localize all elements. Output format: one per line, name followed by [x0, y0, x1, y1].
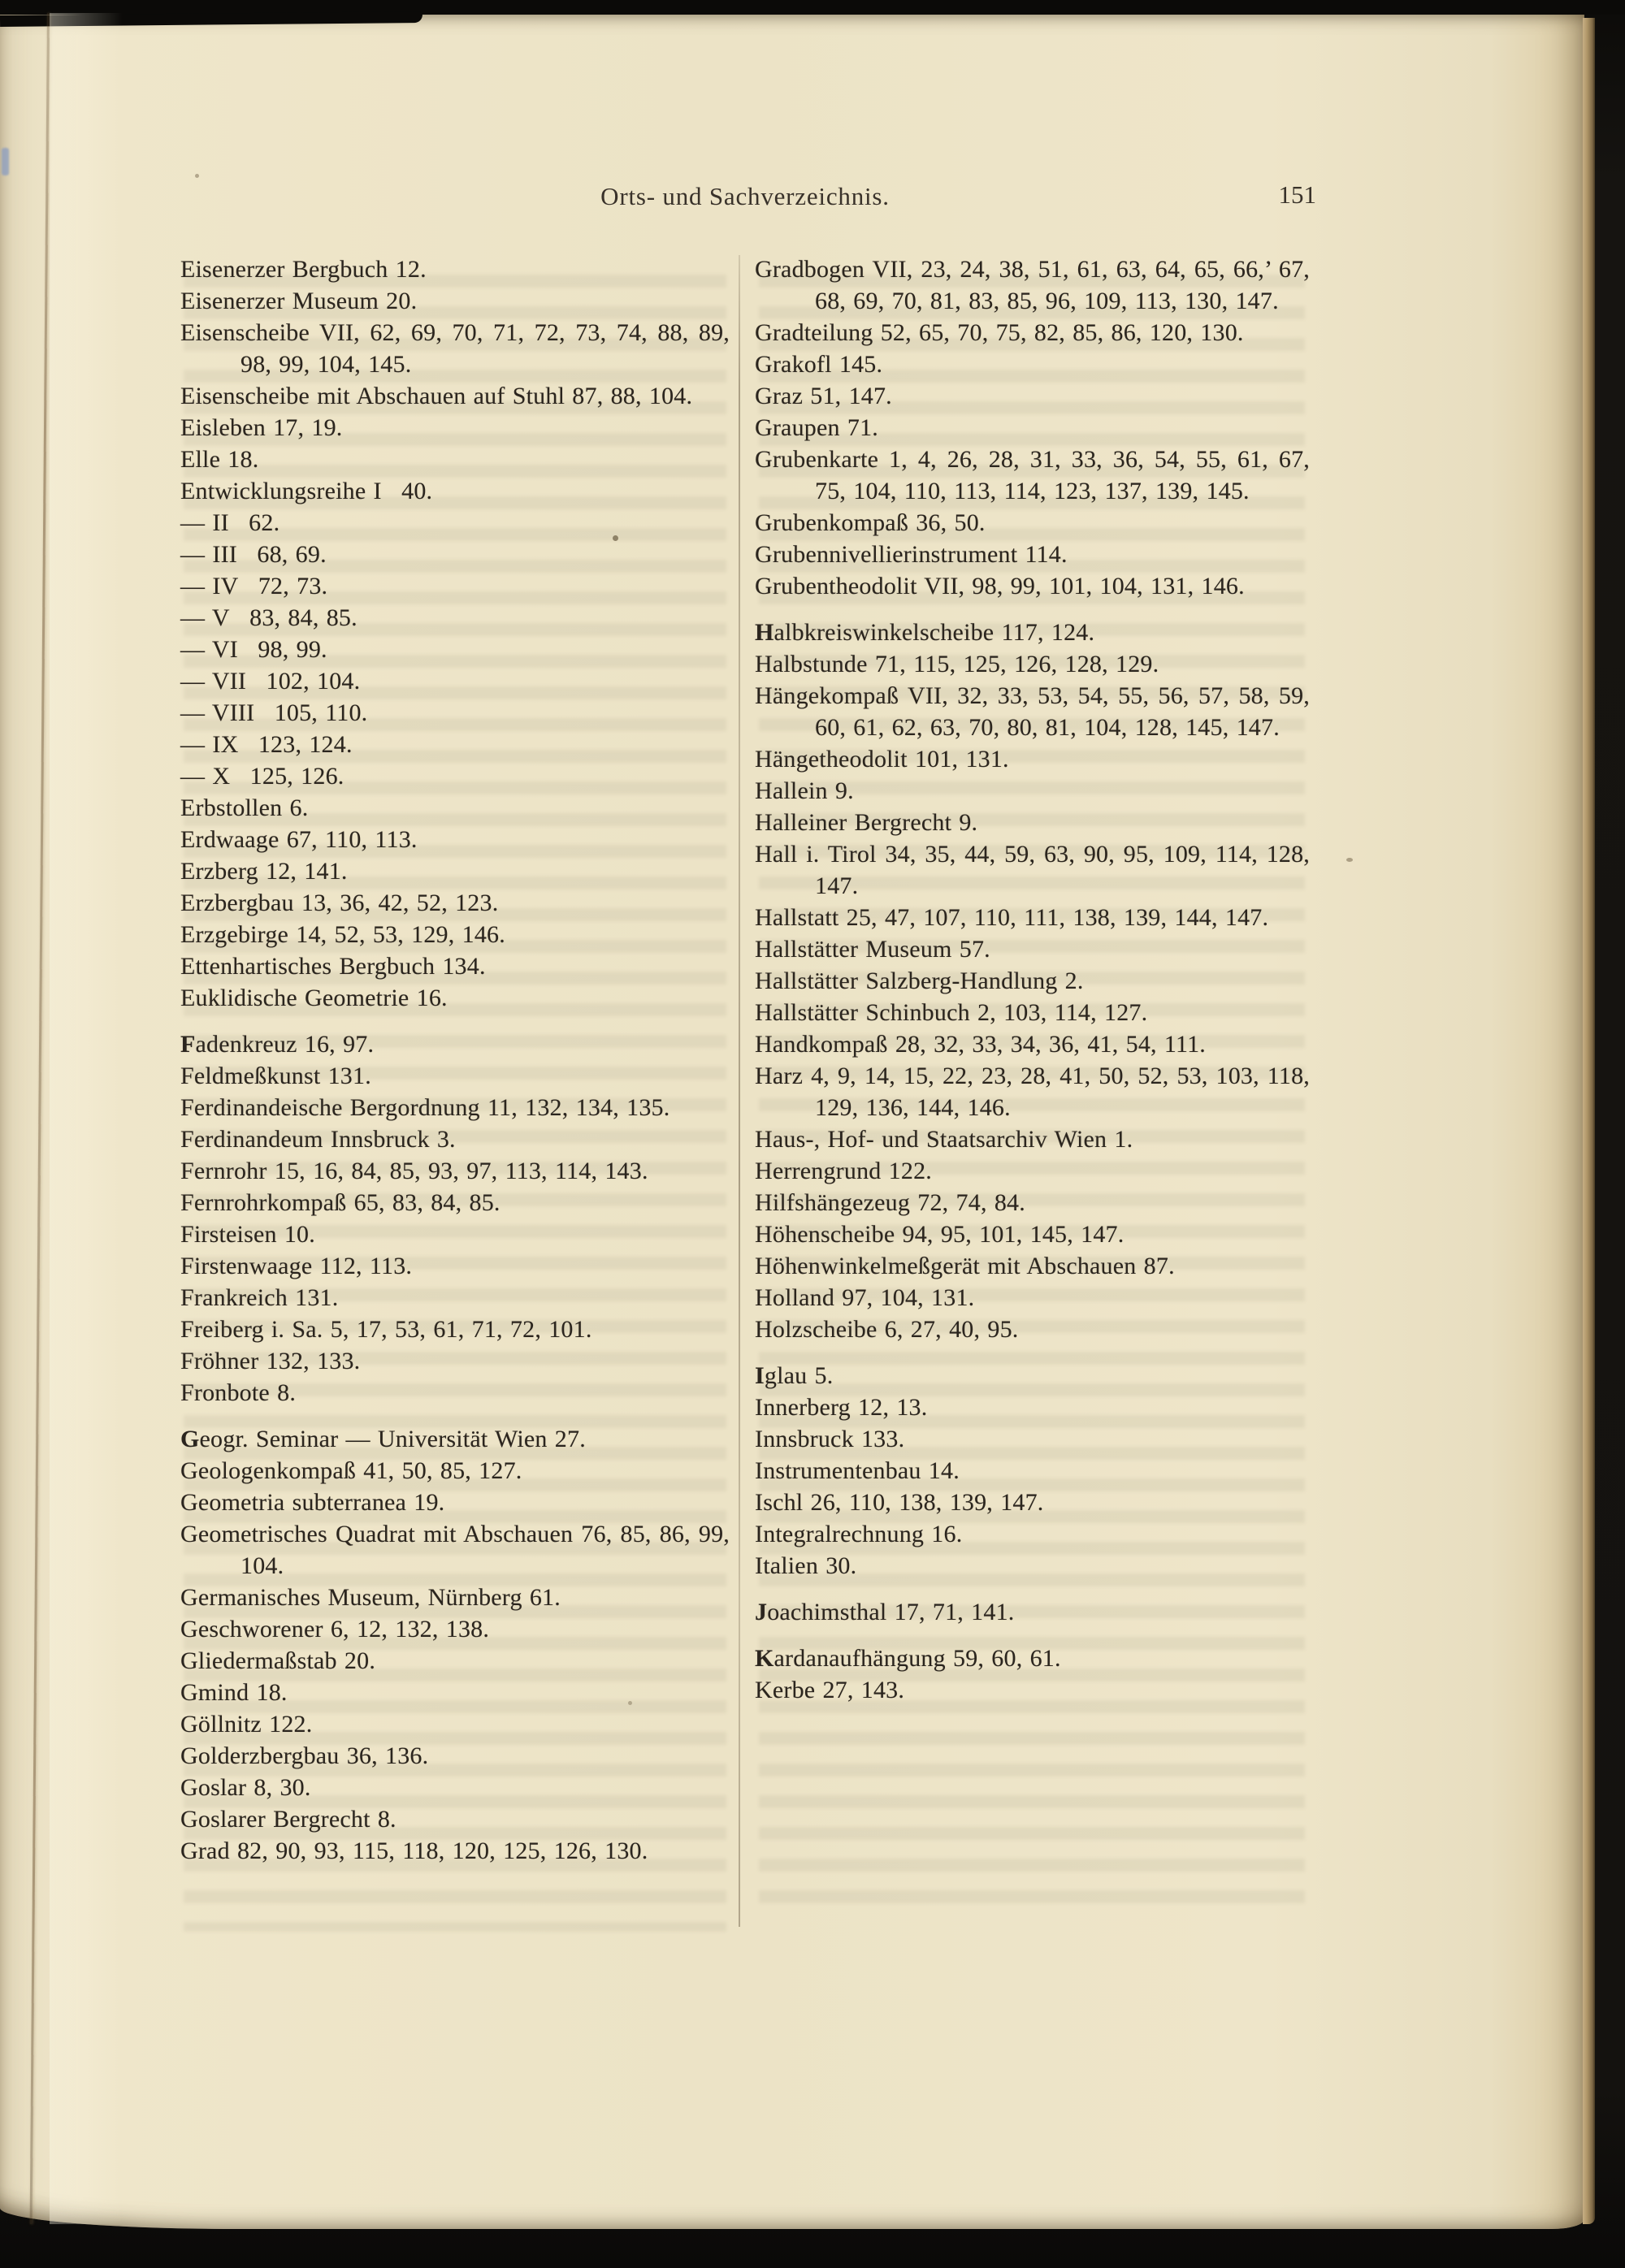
index-entry: Freiberg i. Sa. 5, 17, 53, 61, 71, 72, 101. [180, 1316, 592, 1343]
section-initial: I [755, 1362, 765, 1389]
index-entry: Grakofl 145. [755, 351, 883, 378]
index-entry: Geologenkompaß 41, 50, 85, 127. [180, 1457, 522, 1484]
column-divider-rule [739, 255, 740, 1927]
index-entry: Integralrechnung 16. [755, 1521, 963, 1547]
index-entry: Hallstätter Schinbuch 2, 103, 114, 127. [755, 999, 1148, 1026]
index-entry: Hängekompaß VII, 32, 33, 53, 54, 55, 56, 57, 58, 59, 60, 61, 62, 63, 70, 80, 81, 104, 128, 145, 147. [755, 682, 1310, 741]
index-entry: Geogr. Seminar — Universität Wien 27. [180, 1426, 586, 1452]
index-entry: Frankreich 131. [180, 1284, 339, 1311]
section-initial: H [755, 619, 774, 646]
index-entry: Holzscheibe 6, 27, 40, 95. [755, 1316, 1019, 1343]
index-entry: Fröhner 132, 133. [180, 1348, 361, 1374]
index-entry: Grad 82, 90, 93, 115, 118, 120, 125, 126, 130. [180, 1837, 648, 1864]
index-entry: Hängetheodolit 101, 131. [755, 746, 1009, 773]
index-entry: Graz 51, 147. [755, 383, 892, 409]
page-number: 151 [1278, 180, 1316, 209]
page-block-edge [1583, 18, 1595, 2224]
index-entry: Herrengrund 122. [755, 1158, 932, 1184]
index-column-right [755, 253, 1310, 1706]
index-entry: — X 125, 126. [180, 763, 344, 790]
index-entry: Höhenwinkelmeßgerät mit Abschauen 87. [755, 1253, 1175, 1279]
index-entry: Grubenkompaß 36, 50. [755, 509, 986, 536]
index-entry: Hallstatt 25, 47, 107, 110, 111, 138, 139, 144, 147. [755, 904, 1269, 931]
index-entry: Hall i. Tirol 34, 35, 44, 59, 63, 90, 95, 109, 114, 128, 147. [755, 841, 1310, 899]
index-entry: Hallstätter Museum 57. [755, 936, 990, 963]
index-entry: Ferdinandeische Bergordnung 11, 132, 134, 135. [180, 1094, 670, 1121]
index-entry: Eisleben 17, 19. [180, 414, 343, 441]
index-column-left [180, 253, 730, 1867]
index-entry: Höhenscheibe 94, 95, 101, 145, 147. [755, 1221, 1124, 1248]
index-entry: Hallstätter Salzberg-Handlung 2. [755, 967, 1084, 994]
index-entry: Handkompaß 28, 32, 33, 34, 36, 41, 54, 111. [755, 1031, 1207, 1058]
index-entry: Goslar 8, 30. [180, 1774, 311, 1801]
index-entry: Fernrohr 15, 16, 84, 85, 93, 97, 113, 114, 143. [180, 1158, 648, 1184]
index-entry: Gradteilung 52, 65, 70, 75, 82, 85, 86, 120, 130. [755, 319, 1244, 346]
index-entry: Halbstunde 71, 115, 125, 126, 128, 129. [755, 651, 1159, 677]
index-entry: Ischl 26, 110, 138, 139, 147. [755, 1489, 1044, 1516]
index-entry: Innsbruck 133. [755, 1426, 905, 1452]
index-entry: — VII 102, 104. [180, 668, 361, 695]
index-entry: Iglau 5. [755, 1362, 834, 1389]
index-entry: Erzbergbau 13, 36, 42, 52, 123. [180, 889, 499, 916]
index-entry: — VI 98, 99. [180, 636, 327, 663]
scan-speck [1346, 858, 1353, 862]
index-entry: — V 83, 84, 85. [180, 604, 358, 631]
index-entry: Hallein 9. [755, 777, 854, 804]
running-head-title: Orts- und Sachverzeichnis. [600, 182, 890, 210]
index-entry: Euklidische Geometrie 16. [180, 985, 448, 1011]
index-entry: Halbkreiswinkelscheibe 117, 124. [755, 619, 1095, 646]
index-entry: Goslarer Bergrecht 8. [180, 1806, 396, 1833]
index-entry: — VIII 105, 110. [180, 699, 368, 726]
index-entry: Geometria subterranea 19. [180, 1489, 445, 1516]
index-entry: — II 62. [180, 509, 280, 536]
index-entry: Halleiner Bergrecht 9. [755, 809, 978, 836]
section-initial: F [180, 1031, 196, 1058]
index-entry: Grubenkarte 1, 4, 26, 28, 31, 33, 36, 54, 55, 61, 67, 75, 104, 110, 113, 114, 123, 137, 139, 145. [755, 446, 1310, 504]
index-entry: Erzgebirge 14, 52, 53, 129, 146. [180, 921, 505, 948]
index-entry: Kerbe 27, 143. [755, 1677, 905, 1703]
index-entry: Holland 97, 104, 131. [755, 1284, 975, 1311]
section-initial: K [755, 1645, 774, 1672]
index-entry: Grubennivellierinstrument 114. [755, 541, 1068, 568]
index-entry: Fernrohrkompaß 65, 83, 84, 85. [180, 1189, 500, 1216]
index-entry: Harz 4, 9, 14, 15, 22, 23, 28, 41, 50, 52, 53, 103, 118, 129, 136, 144, 146. [755, 1063, 1310, 1121]
index-entry: Elle 18. [180, 446, 259, 473]
index-entry: Entwicklungsreihe I 40. [180, 478, 433, 504]
index-entry: Ettenhartisches Bergbuch 134. [180, 953, 486, 980]
index-entry: Geometrisches Quadrat mit Abschauen 76, 85, 86, 99, 104. [180, 1521, 730, 1579]
index-entry: Graupen 71. [755, 414, 878, 441]
index-entry: Eisenscheibe mit Abschauen auf Stuhl 87, 88, 104. [180, 383, 693, 409]
index-entry: Geschworener 6, 12, 132, 138. [180, 1616, 490, 1643]
index-entry: Eisenerzer Museum 20. [180, 288, 418, 314]
index-entry: Erdwaage 67, 110, 113. [180, 826, 418, 853]
index-entry: Hilfshängezeug 72, 74, 84. [755, 1189, 1025, 1216]
index-entry: — IX 123, 124. [180, 731, 353, 758]
index-entry: Gmind 18. [180, 1679, 288, 1706]
scan-speck [195, 174, 199, 178]
index-entry: Germanisches Museum, Nürnberg 61. [180, 1584, 561, 1611]
index-entry: Firsteisen 10. [180, 1221, 315, 1248]
index-entry: Kardanaufhängung 59, 60, 61. [755, 1645, 1061, 1672]
index-entry: — IV 72, 73. [180, 573, 328, 599]
index-entry: Erzberg 12, 141. [180, 858, 348, 885]
index-entry: — III 68, 69. [180, 541, 327, 568]
index-entry: Göllnitz 122. [180, 1711, 313, 1738]
index-entry: Instrumentenbau 14. [755, 1457, 960, 1484]
index-entry: Haus-, Hof- und Staatsarchiv Wien 1. [755, 1126, 1133, 1153]
index-entry: Innerberg 12, 13. [755, 1394, 928, 1421]
index-entry: Feldmeßkunst 131. [180, 1063, 371, 1089]
index-entry: Joachimsthal 17, 71, 141. [755, 1599, 1015, 1625]
index-entry: Ferdinandeum Innsbruck 3. [180, 1126, 456, 1153]
section-initial: J [755, 1599, 768, 1625]
index-entry: Grubentheodolit VII, 98, 99, 101, 104, 131, 146. [755, 573, 1245, 599]
index-entry: Fronbote 8. [180, 1379, 297, 1406]
blue-ink-mark [2, 148, 9, 175]
section-initial: G [180, 1426, 200, 1452]
index-entry: Fadenkreuz 16, 97. [180, 1031, 375, 1058]
index-entry: Firstenwaage 112, 113. [180, 1253, 413, 1279]
index-entry: Italien 30. [755, 1552, 857, 1579]
index-entry: Gliedermaßstab 20. [180, 1647, 376, 1674]
index-entry: Eisenscheibe VII, 62, 69, 70, 71, 72, 73, 74, 88, 89, 98, 99, 104, 145. [180, 319, 730, 378]
index-entry: Eisenerzer Bergbuch 12. [180, 256, 427, 283]
page-gutter-highlight [50, 13, 123, 2224]
index-entry: Erbstollen 6. [180, 794, 309, 821]
index-entry: Gradbogen VII, 23, 24, 38, 51, 61, 63, 64, 65, 66,’ 67, 68, 69, 70, 81, 83, 85, 96, 109, 113, 130, 147. [755, 256, 1310, 314]
index-entry: Golderzbergbau 36, 136. [180, 1742, 429, 1769]
